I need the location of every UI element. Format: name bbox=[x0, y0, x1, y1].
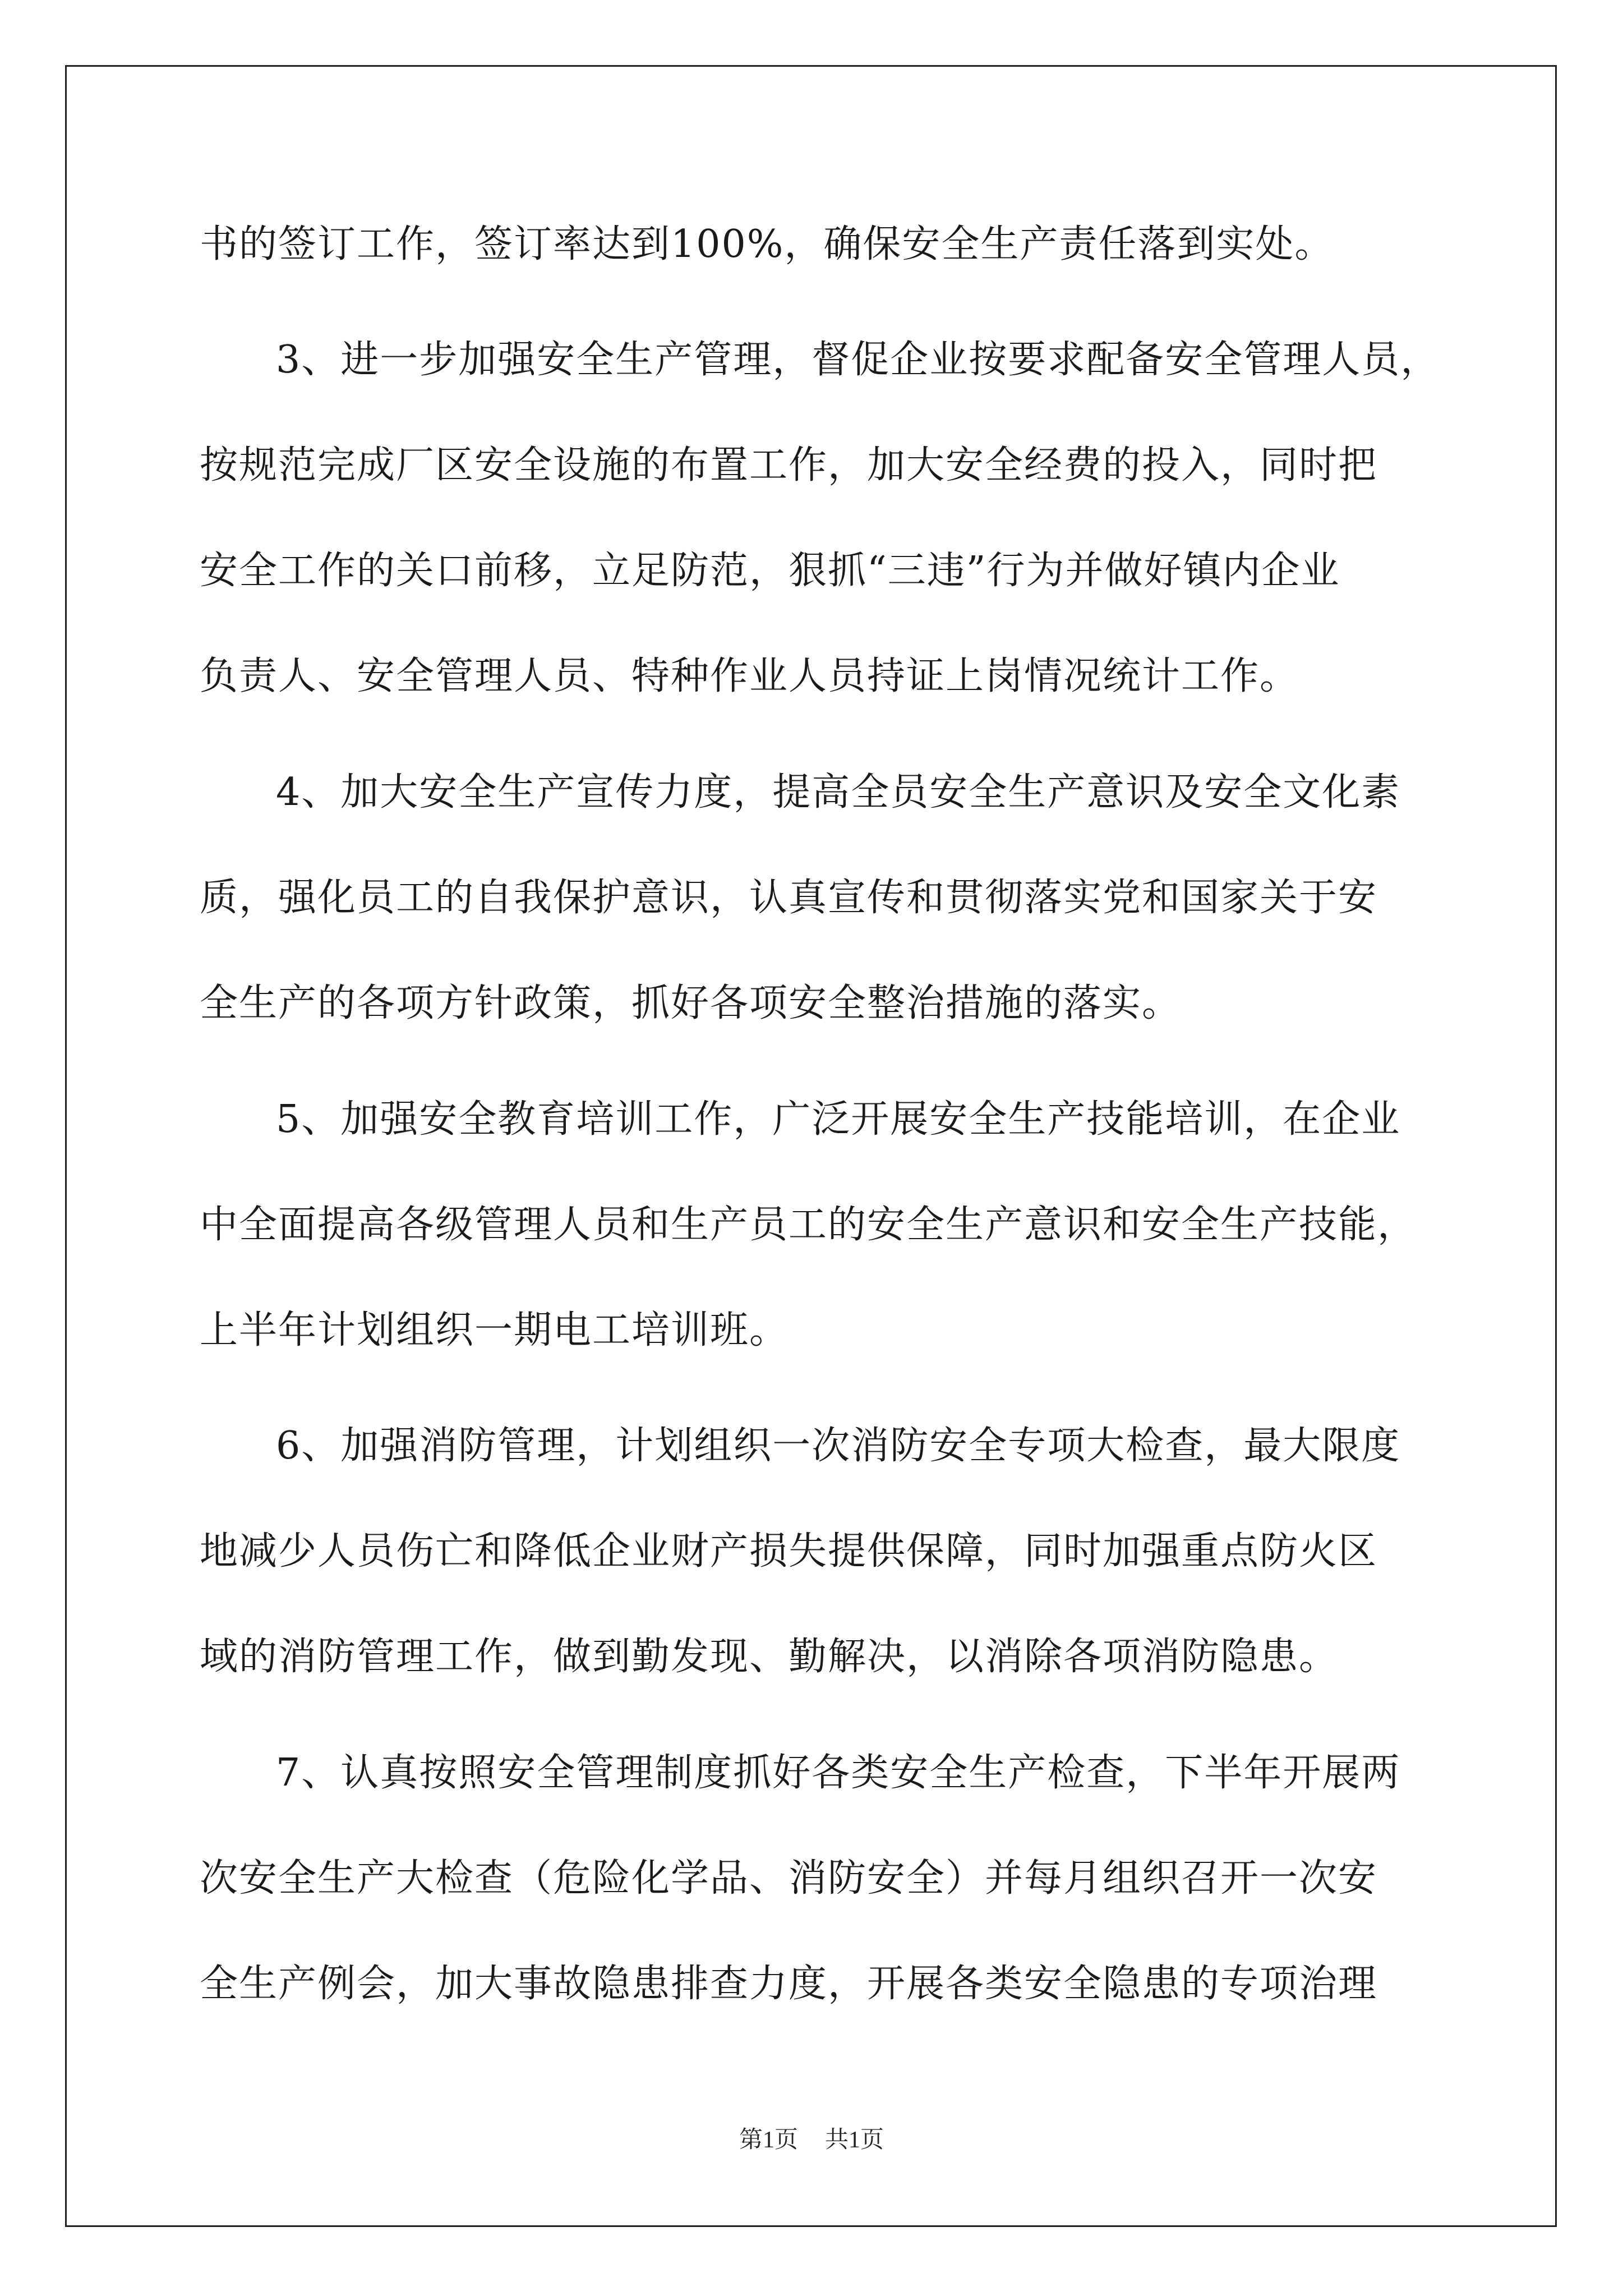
body-line: 上半年计划组织一期电工培训班。 bbox=[200, 1308, 789, 1352]
body-line: 书的签订工作，签订率达到100%，确保安全生产责任落到实处。 bbox=[200, 222, 1334, 266]
page-border bbox=[65, 65, 1557, 2227]
body-line: 全生产例会，加大事故隐患排查力度，开展各类安全隐患的专项治理 bbox=[200, 1962, 1378, 2006]
body-line: 按规范完成厂区安全设施的布置工作，加大安全经费的投入，同时把 bbox=[200, 443, 1378, 487]
page-footer bbox=[0, 2126, 1623, 2154]
paragraph-3-line: 3、进一步加强安全生产管理，督促企业按要求配备安全管理人员， bbox=[276, 338, 1440, 382]
page-total: 共1页 bbox=[825, 2127, 884, 2153]
body-line: 域的消防管理工作，做到勤发现、勤解决，以消除各项消防隐患。 bbox=[200, 1635, 1339, 1679]
body-line: 全生产的各项方针政策，抓好各项安全整治措施的落实。 bbox=[200, 981, 1182, 1025]
body-line: 质，强化员工的自我保护意识，认真宣传和贯彻落实党和国家关于安 bbox=[200, 876, 1378, 920]
body-line: 次安全生产大检查（危险化学品、消防安全）并每月组织召开一次安 bbox=[200, 1856, 1378, 1901]
page-number: 第1页 bbox=[739, 2127, 798, 2153]
body-line: 地减少人员伤亡和降低企业财产损失提供保障，同时加强重点防火区 bbox=[200, 1529, 1378, 1573]
body-line: 负责人、安全管理人员、特种作业人员持证上岗情况统计工作。 bbox=[200, 654, 1299, 698]
paragraph-7-line: 7、认真按照安全管理制度抓好各类安全生产检查，下半年开展两 bbox=[276, 1751, 1401, 1795]
paragraph-6-line: 6、加强消防管理，计划组织一次消防安全专项大检查，最大限度 bbox=[276, 1424, 1401, 1468]
body-line: 中全面提高各级管理人员和生产员工的安全生产意识和安全生产技能， bbox=[200, 1203, 1417, 1247]
body-line: 安全工作的关口前移，立足防范，狠抓“三违”行为并做好镇内企业 bbox=[200, 549, 1340, 593]
paragraph-4-line: 4、加大安全生产宣传力度，提高全员安全生产意识及安全文化素 bbox=[276, 770, 1401, 815]
paragraph-5-line: 5、加强安全教育培训工作，广泛开展安全生产技能培训，在企业 bbox=[276, 1097, 1401, 1142]
